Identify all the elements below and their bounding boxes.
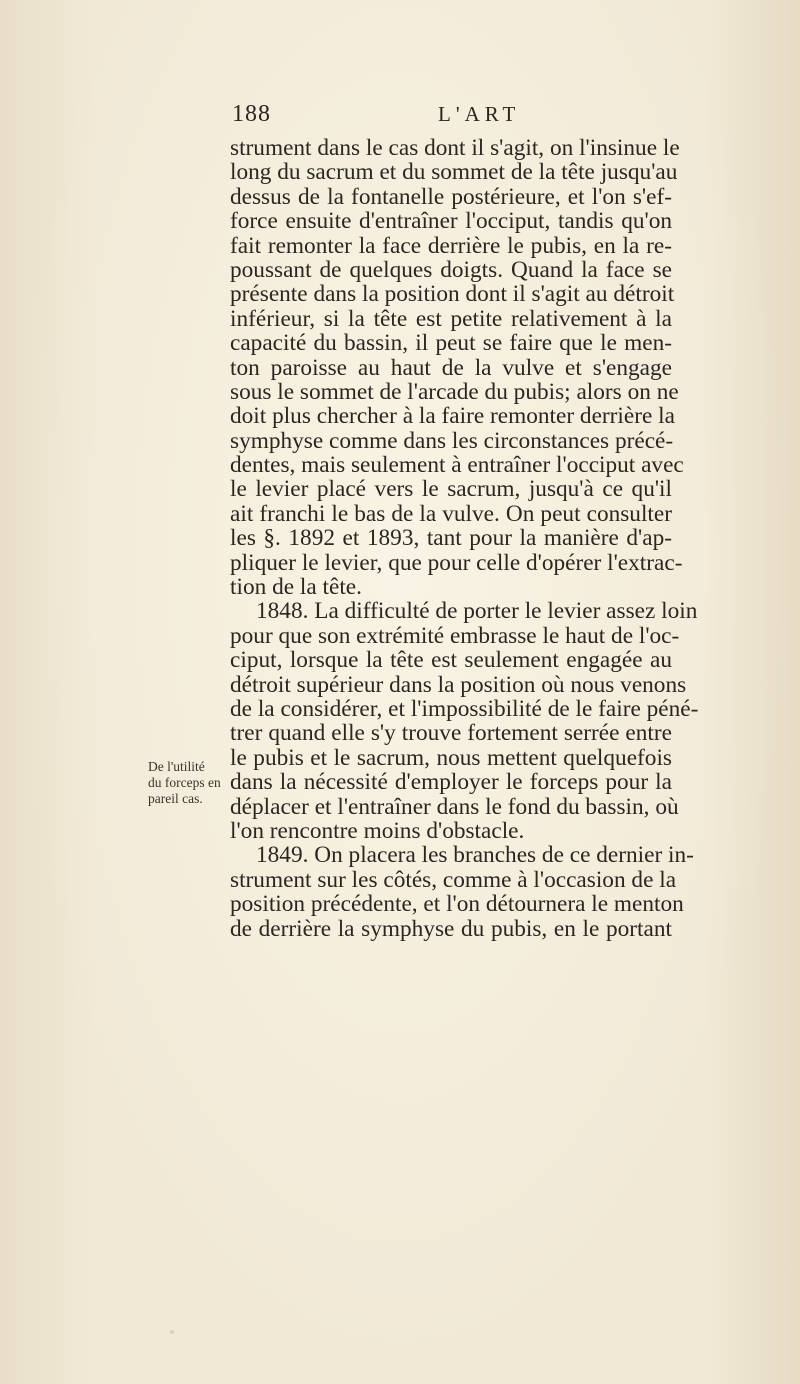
text-line: ton paroisse au haut de la vulve et s'engage <box>230 354 672 381</box>
text-line: dentes, mais seulement à entraîner l'occiput avec <box>230 452 684 479</box>
text-line: strument sur les côtés, comme à l'occasion de la <box>230 866 677 893</box>
text-line: ait franchi le bas de la vulve. On peut consulter <box>230 500 672 527</box>
text-line: doit plus chercher à la faire remonter derrière la <box>230 403 675 430</box>
text-line: pliquer le levier, que pour celle d'opérer l'extrac- <box>230 549 683 576</box>
margin-note-line: De l'utilité <box>148 759 205 774</box>
text-line: force ensuite d'entraîner l'occiput, tandis qu'on <box>230 208 672 235</box>
text-line: symphyse comme dans les circonstances précé- <box>230 427 674 454</box>
text-line: dans la nécessité d'employer le forceps pour la <box>230 769 672 796</box>
text-line: ciput, lorsque la tête est seulement engagée au <box>230 647 672 674</box>
paragraph-start-1848: 1848. La difficulté de porter le levier assez loin <box>256 598 698 625</box>
page-header <box>232 101 674 131</box>
text-line: déplacer et l'entraîner dans le fond du bassin, où <box>230 793 679 820</box>
text-line: trer quand elle s'y trouve fortement serrée entre <box>230 720 672 747</box>
paper-speck <box>170 1330 174 1334</box>
text-line: de la considérer, et l'impossibilité de le faire péné- <box>230 695 699 722</box>
text-line: inférieur, si la tête est petite relativement à la <box>230 305 672 332</box>
body-text <box>230 135 699 942</box>
text-line: fait remonter la face derrière le pubis, en la re- <box>230 232 672 259</box>
text-line: strument dans le cas dont il s'agit, on l'insinue le <box>230 135 680 161</box>
text-line: le levier placé vers le sacrum, jusqu'à ce qu'il <box>230 476 672 503</box>
text-line: position précédente, et l'on détournera le menton <box>230 891 684 918</box>
text-line: pour que son extrémité embrasse le haut de l'oc- <box>230 622 680 649</box>
text-line: poussant de quelques doigts. Quand la face se <box>230 256 672 283</box>
page-number: 188 <box>232 101 271 127</box>
running-head: L'ART <box>438 102 521 126</box>
margin-note <box>148 759 230 807</box>
text-line: l'on rencontre moins d'obstacle. <box>230 817 525 844</box>
text-line: long du sacrum et du sommet de la tête jusqu'au <box>230 159 678 186</box>
margin-note-line: pareil cas. <box>148 791 203 806</box>
text-line: dessus de la fontanelle postérieure, et l'on s'ef- <box>230 183 672 210</box>
text-line: présente dans la position dont il s'agit au détroit <box>230 281 675 308</box>
text-line: le pubis et le sacrum, nous mettent quelquefois <box>230 744 672 771</box>
paragraph-start-1849: 1849. On placera les branches de ce dernier in- <box>256 842 694 869</box>
text-line: capacité du bassin, il peut se faire que le men- <box>230 330 672 357</box>
text-line: détroit supérieur dans la position où nous venons <box>230 671 687 698</box>
text-line: les §. 1892 et 1893, tant pour la manière d'ap- <box>230 525 672 552</box>
text-line: sous le sommet de l'arcade du pubis; alors on ne <box>230 378 679 405</box>
margin-note-line: du forceps en <box>148 775 221 790</box>
text-line: tion de la tête. <box>230 574 362 601</box>
text-line: de derrière la symphyse du pubis, en le portant <box>230 915 672 942</box>
